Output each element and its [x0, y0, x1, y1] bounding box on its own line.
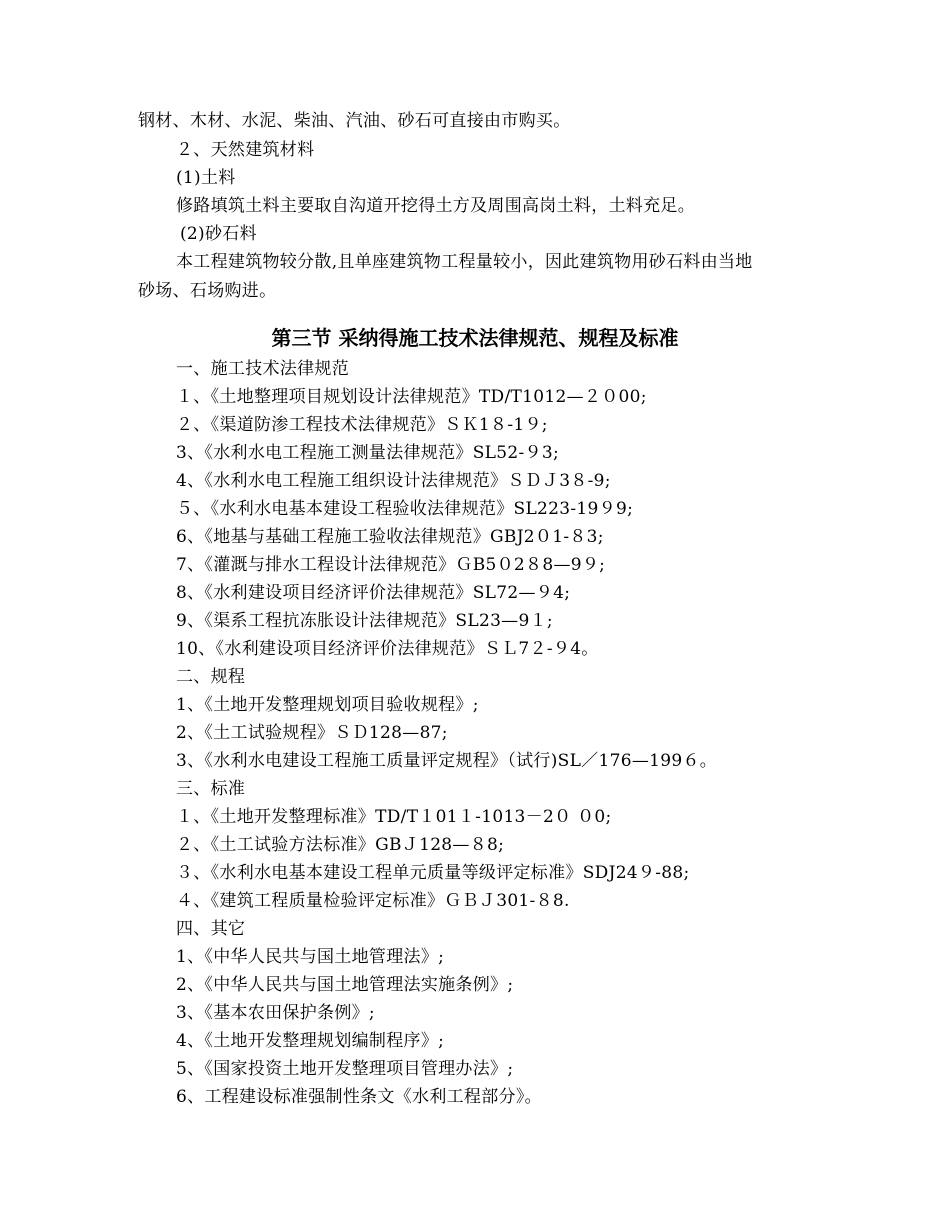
list-item: 2、《中华人民共与国土地管理法实施条例》; [176, 975, 514, 995]
list-item: 9、《渠系工程抗冻胀设计法律规范》SL23—9１; [176, 611, 553, 631]
list-item: ５、《水利水电基本建设工程验收法律规范》SL223-19９9; [176, 499, 634, 519]
subheading-natural-materials: ２、天然建筑材料 [176, 140, 315, 160]
list-item: 6、《地基与基础工程施工验收法律规范》GBJ2０1-８3; [176, 527, 604, 547]
list-item: 3、《水利水电工程施工测量法律规范》SL52-９3; [176, 443, 559, 463]
list-item: 3、《基本农田保护条例》; [176, 1003, 375, 1023]
list-item: ２、《渠道防渗工程技术法律规范》ＳＫ1８-1９; [176, 415, 548, 435]
list-heading-specs: 一、施工技术法律规范 [176, 359, 349, 379]
list-item: 7、《灌溉与排水工程设计法律规范》ＧB5０2８8—9９; [176, 555, 606, 575]
list-heading-others: 四、其它 [176, 919, 246, 939]
body-text-line: 钢材、木材、水泥、柴油、汽油、砂石可直接由市购买。 [138, 111, 571, 131]
list-item: 4、《土地开发整理规划编制程序》; [176, 1031, 445, 1051]
list-item: 10、《水利建设项目经济评价法律规范》ＳＬ7２-９4。 [176, 639, 599, 659]
list-heading-procedures: 二、规程 [176, 667, 246, 687]
list-item: 1、《土地开发整理规划项目验收规程》; [176, 695, 479, 715]
list-item: １、《土地整理项目规划设计法律规范》TD/T1012—２０00; [176, 387, 647, 407]
list-item: 4、《水利水电工程施工组织设计法律规范》ＳＤＪ3８-9; [176, 471, 611, 491]
list-item: 5、《国家投资土地开发整理项目管理办法》; [176, 1059, 514, 1079]
subheading-sand-gravel: (2)砂石料 [180, 224, 257, 244]
list-item: ３、《水利水电基本建设工程单元质量等级评定标准》SDJ24９-88; [176, 863, 690, 883]
list-heading-standards: 三、标准 [176, 779, 246, 799]
subheading-soil: (1)土料 [176, 168, 236, 188]
list-item: ４、《建筑工程质量检验评定标准》ＧＢＪ301-８8. [176, 891, 570, 911]
list-item: 8、《水利建设项目经济评价法律规范》SL72—９4; [176, 583, 571, 603]
list-item: １、《土地开发整理标准》TD/T１01１-1013－2０ ０0; [176, 807, 612, 827]
list-item: 6、工程建设标准强制性条文《水利工程部分》。 [176, 1087, 542, 1107]
section-title: 第三节 采纳得施工技术法律规范、规程及标准 [271, 326, 679, 350]
list-item: ２、《土工试验方法标准》GBＪ128—８8; [176, 835, 505, 855]
body-text-line: 本工程建筑物较分散,且单座建筑物工程量较小，因此建筑物用砂石料由当地 [176, 252, 753, 272]
body-text-line: 砂场、石场购进。 [138, 281, 277, 301]
body-text-line: 修路填筑土料主要取自沟道开挖得土方及周围高岗土料，土料充足。 [176, 196, 695, 216]
list-item: 3、《水利水电建设工程施工质量评定规程》（试行)SL／176—199６。 [176, 751, 718, 771]
list-item: 2、《土工试验规程》ＳＤ128—87; [176, 723, 448, 743]
list-item: 1、《中华人民共与国土地管理法》; [176, 947, 445, 967]
